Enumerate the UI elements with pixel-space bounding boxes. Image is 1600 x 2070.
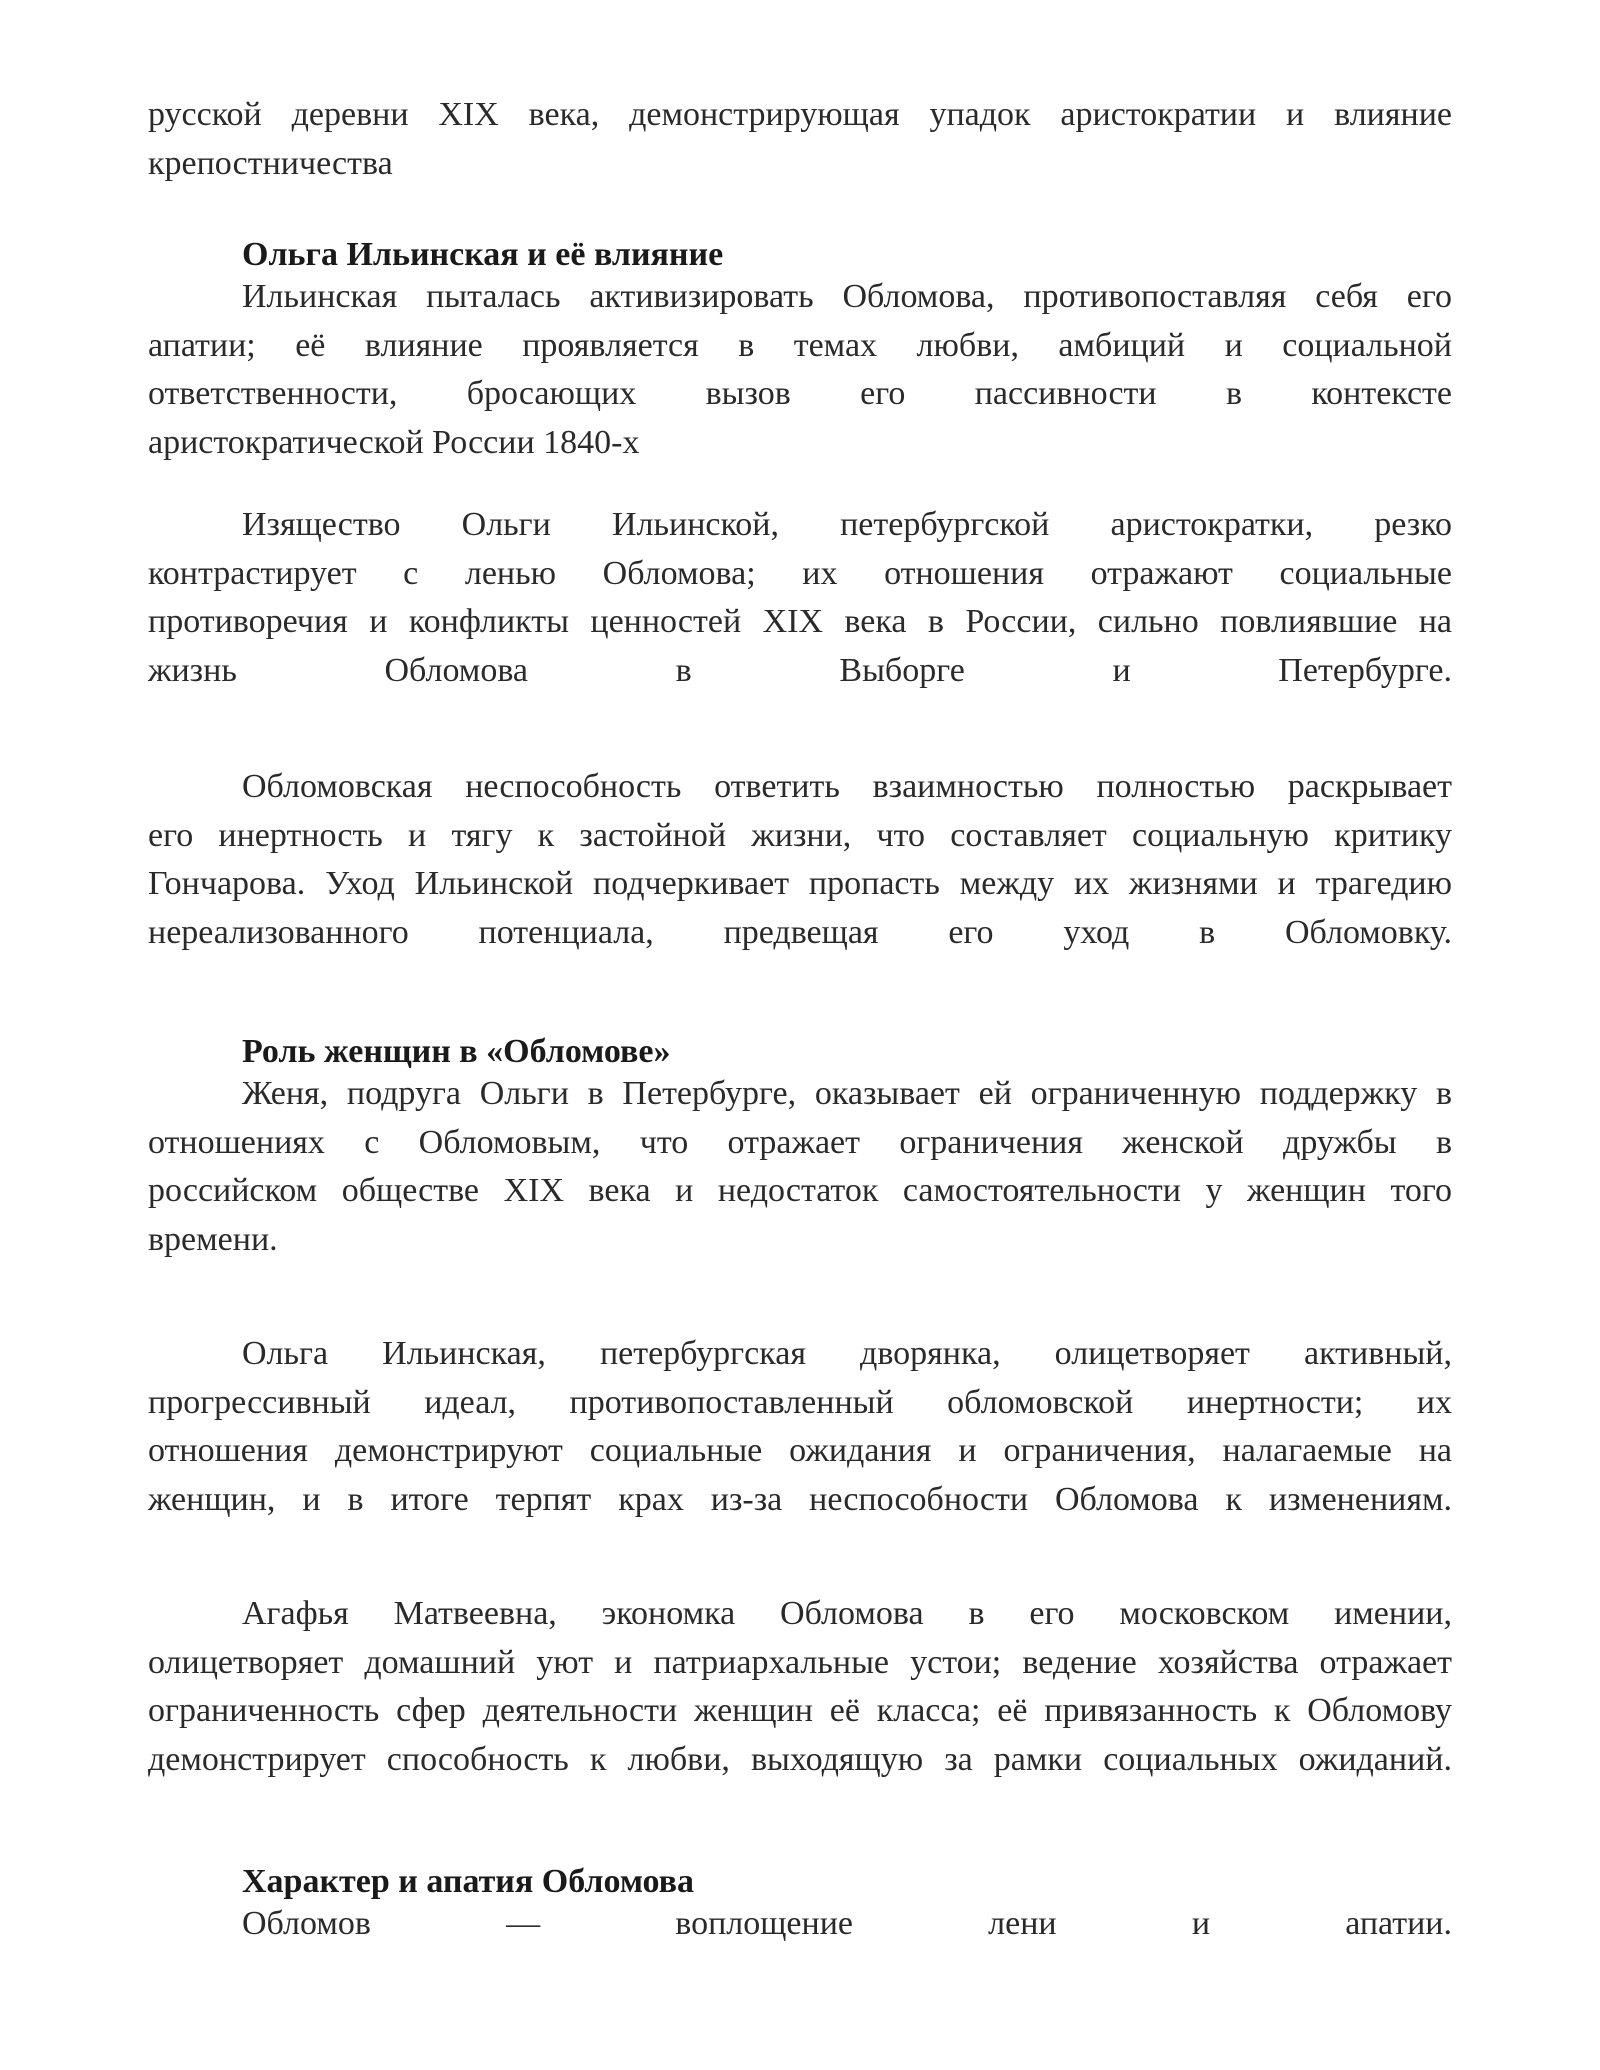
section-heading-olga: Ольга Ильинская и её влияние — [242, 236, 724, 273]
text-line: времени. — [148, 1220, 278, 1258]
text-line: Гончарова. Уход Ильинской подчеркивает пропасть между их жизнями и трагедию — [148, 865, 1452, 902]
text-line: его инертность и тягу к застойной жизни, что составляет социальную критику — [148, 816, 1452, 854]
text-line: апатии; её влияние проявляется в темах любви, амбиций и социальной — [148, 326, 1452, 364]
text-line: контрастирует с ленью Обломова; их отношения отражают социальные — [148, 554, 1452, 592]
women-paragraph-3 — [148, 1590, 1452, 1784]
intro-paragraph — [148, 91, 1452, 188]
text-line: аристократической России 1840-х — [148, 423, 640, 461]
olga-paragraph-2 — [148, 501, 1452, 695]
text-line: женщин, и в итоге терпят крах из-за неспособности Обломова к изменениям. — [148, 1480, 1452, 1518]
text-line: отношения демонстрируют социальные ожидания и ограничения, налагаемые на — [148, 1432, 1452, 1469]
text-line: Обломов — воплощение лени и апатии. — [242, 1905, 1452, 1942]
text-line: российском обществе XIX века и недостаток самостоятельности у женщин того — [148, 1172, 1452, 1209]
text-line: ответственности, бросающих вызов его пассивности в контексте — [148, 375, 1452, 412]
text-line: крепостничества — [148, 144, 393, 182]
text-line: жизнь Обломова в Выборге и Петербурге. — [148, 651, 1452, 689]
women-paragraph-2 — [148, 1330, 1452, 1524]
text-line: противоречия и конфликты ценностей XIX века в России, сильно повлиявшие на — [148, 603, 1452, 640]
text-line: ограниченность сфер деятельности женщин её класса; её привязанность к Обломову — [148, 1692, 1452, 1729]
text-line: Обломовская неспособность ответить взаимностью полностью раскрывает — [242, 768, 1452, 805]
text-line: Изящество Ольги Ильинской, петербургской аристократки, резко — [242, 506, 1452, 543]
text-line: Женя, подруга Ольги в Петербурге, оказывает ей ограниченную поддержку в — [242, 1075, 1452, 1112]
text-line: демонстрирует способность к любви, выходящую за рамки социальных ожиданий. — [148, 1740, 1452, 1778]
character-paragraph-1 — [148, 1900, 1452, 1949]
text-line: нереализованного потенциала, предвещая его уход в Обломовку. — [148, 913, 1452, 951]
women-paragraph-1 — [148, 1070, 1452, 1264]
text-line: Ольга Ильинская, петербургская дворянка, олицетворяет активный, — [242, 1335, 1452, 1372]
text-line: прогрессивный идеал, противопоставленный обломовской инертности; их — [148, 1383, 1452, 1421]
olga-paragraph-3 — [148, 763, 1452, 957]
text-line: олицетворяет домашний уют и патриархальные устои; ведение хозяйства отражает — [148, 1643, 1452, 1681]
section-heading-women: Роль женщин в «Обломове» — [242, 1033, 671, 1070]
olga-paragraph-1 — [148, 273, 1452, 467]
text-line: русской деревни XIX века, демонстрирующая упадок аристократии и влияние — [148, 96, 1452, 133]
section-heading-character: Характер и апатия Обломова — [242, 1863, 695, 1900]
text-line: отношениях с Обломовым, что отражает ограничения женской дружбы в — [148, 1123, 1452, 1161]
text-line: Агафья Матвеевна, экономка Обломова в его московском имении, — [242, 1595, 1452, 1632]
text-line: Ильинская пыталась активизировать Обломова, противопоставляя себя его — [242, 278, 1452, 315]
